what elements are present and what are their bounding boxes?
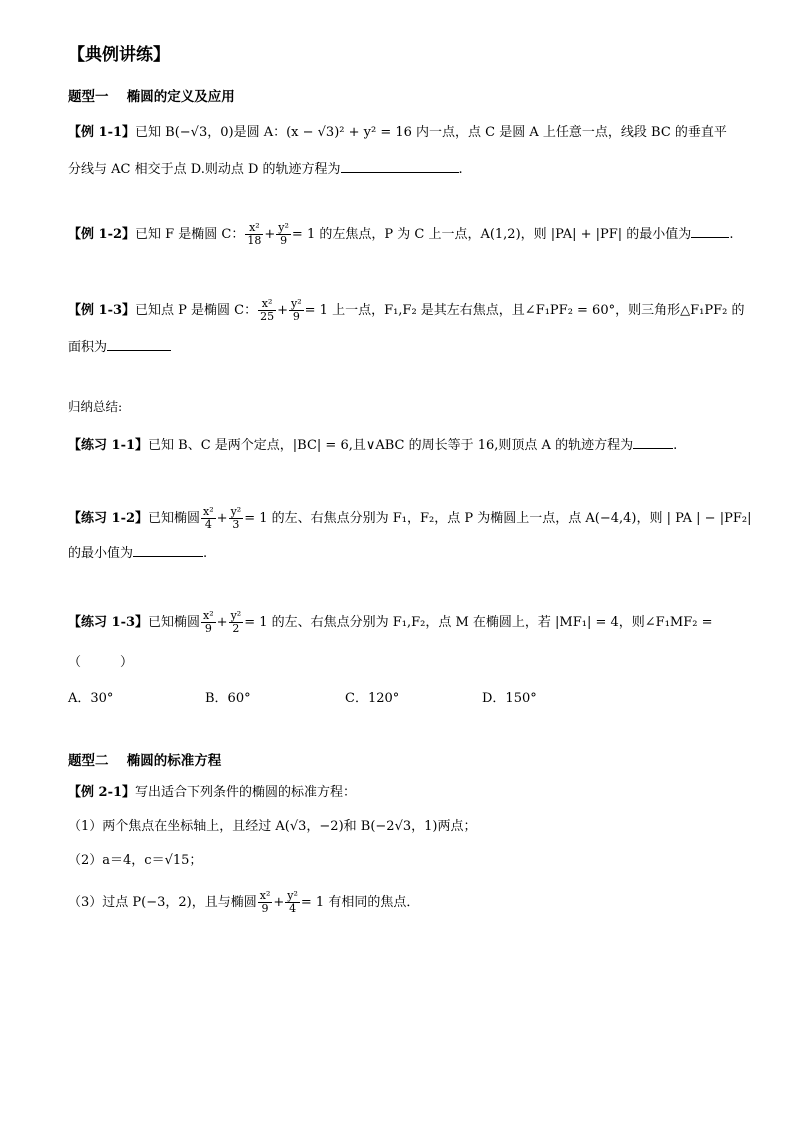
example-tag: 【例 1-1】 [68, 125, 136, 140]
page-title: 【典例讲练】 [68, 45, 170, 65]
example-tag: 【例 2-1】 [68, 785, 136, 800]
condition-text: = 1 有相同的焦点． [300, 895, 420, 910]
fraction-numerator: x² [259, 889, 271, 902]
fraction-denominator: 9 [280, 234, 288, 247]
section-heading-2: 题型二 椭圆的标准方程 [68, 753, 222, 769]
example-text: 写出适合下列条件的椭圆的标准方程： [135, 785, 357, 800]
condition-2: （2）a＝4，c＝√15； [68, 853, 203, 868]
fraction [289, 298, 304, 323]
example-text: = 1 上一点，F₁,F₂ 是其左右焦点，且∠F₁PF₂ = 60°，则三角形△F₁PF₂ 的 [304, 303, 745, 318]
fraction [201, 610, 216, 635]
example-text: 面积为 [68, 340, 108, 355]
fraction [201, 506, 216, 531]
example-text: 已知 B(−√3，0)是圆 A：(x − √3)² + y² = 16 内一点，点 C 是圆 A 上任意一点，线段 BC 的垂直平 [135, 125, 727, 140]
fraction [245, 222, 263, 247]
fraction-denominator: 9 [292, 310, 300, 323]
fraction-numerator: y² [278, 221, 289, 234]
example-text: = 1 的左焦点，P 为 C 上一点，A(1,2)，则 |PA| + |PF| 的最小值为 [291, 227, 692, 242]
practice-text: 已知椭圆 [148, 511, 201, 526]
practice-tag: 【练习 1-1】 [68, 438, 149, 453]
practice-text: = 1 的左、右焦点分别为 F₁，F₂，点 P 为椭圆上一点，点 A(−4,4)，则 | PA | − |PF₂| [244, 511, 752, 526]
option-b[interactable]: B．60° [205, 691, 251, 706]
condition-1: （1）两个焦点在坐标轴上，且经过 A(√3，−2)和 B(−2√3，1)两点； [68, 819, 477, 834]
answer-blank[interactable] [107, 338, 171, 351]
example-text: 已知 F 是椭圆 C： [135, 227, 245, 242]
fraction-denominator: 4 [289, 902, 297, 915]
practice-text: = 1 的左、右焦点分别为 F₁,F₂，点 M 在椭圆上，若 |MF₁| = 4，则∠F₁MF₂ = [244, 615, 713, 630]
example-1-1 [68, 124, 727, 142]
example-1-2: 【例 1-2】已知 F 是椭圆 C： $\frac{\text{x²}}{18}$ + $\frac{\text{y²}}{9}$ = 1 的左焦点，P 为 C 上一点，A(1,2)，则 |PA| + |PF| 的最小值为 . [68, 221, 734, 247]
practice-tag: 【练习 1-2】 [68, 511, 149, 526]
fraction [258, 298, 276, 323]
answer-blank[interactable] [341, 160, 459, 173]
answer-paren: （ ） [68, 655, 134, 670]
fraction-denominator: 9 [261, 902, 269, 915]
practice-text: 已知椭圆 [148, 615, 201, 630]
practice-1-1: 【练习 1-1】已知 B、C 是两个定点，|BC| = 6,且∨ABC 的周长等于 16,则顶点 A 的轨迹方程为 . [68, 438, 678, 453]
answer-blank[interactable] [633, 436, 673, 449]
practice-text: 已知 B、C 是两个定点，|BC| = 6,且∨ABC 的周长等于 16,则顶点 A 的轨迹方程为 [148, 438, 634, 453]
example-tag: 【例 1-3】 [68, 303, 136, 318]
practice-1-2: 【练习 1-2】已知椭圆 $\frac{\text{x²}}{4}$ + $\frac{\text{y²}}{3}$ = 1 的左、右焦点分别为 F₁，F₂，点 P 为椭圆上一点，点 A(−4,4)，则 | PA | − |PF₂| [68, 505, 752, 531]
fraction-numerator: y² [230, 505, 242, 518]
answer-blank[interactable] [691, 225, 729, 238]
fraction-denominator: 9 [204, 622, 212, 635]
example-1-3: 【例 1-3】已知点 P 是椭圆 C： $\frac{\text{x²}}{25}$ + $\frac{\text{y²}}{9}$ = 1 上一点，F₁,F₂ 是其左右焦点，且∠F₁PF₂ = 60°，则三角形△F₁PF₂ 的 [68, 297, 745, 323]
option-a[interactable]: A．30° [68, 691, 114, 706]
fraction [229, 506, 244, 531]
option-c[interactable]: C．120° [345, 691, 400, 706]
example-text: 已知点 P 是椭圆 C： [135, 303, 258, 318]
fraction-denominator: 2 [232, 622, 240, 635]
condition-text: （3）过点 P(−3，2)，且与椭圆 [68, 895, 257, 910]
section-heading-1: 题型一 椭圆的定义及应用 [68, 89, 235, 105]
fraction [276, 222, 291, 247]
fraction [258, 890, 273, 915]
fraction-denominator: 18 [247, 234, 262, 247]
practice-1-3: 【练习 1-3】已知椭圆 $\frac{\text{x²}}{9}$ + $\frac{\text{y²}}{2}$ = 1 的左、右焦点分别为 F₁,F₂，点 M 在椭圆上，若 |MF₁| = 4，则∠F₁MF₂ = [68, 609, 713, 635]
practice-1-2-line2: 的最小值为 . [68, 546, 208, 561]
fraction-denominator: 3 [232, 518, 240, 531]
example-1-1-line2: 分线与 AC 相交于点 D.则动点 D 的轨迹方程为 . [68, 162, 463, 177]
fraction-numerator: y² [230, 609, 242, 622]
fraction [285, 890, 300, 915]
fraction [229, 610, 244, 635]
example-2-1 [68, 784, 356, 802]
practice-tag: 【练习 1-3】 [68, 615, 149, 630]
fraction-numerator: x² [258, 298, 276, 311]
fraction-denominator: 4 [204, 518, 212, 531]
example-tag: 【例 1-2】 [68, 227, 136, 242]
fraction-numerator: x² [203, 609, 214, 622]
fraction-numerator: x² [203, 505, 214, 518]
example-text: 分线与 AC 相交于点 D.则动点 D 的轨迹方程为 [68, 162, 341, 177]
summary-label: 归纳总结: [68, 399, 123, 414]
practice-text: 的最小值为 [68, 546, 134, 561]
fraction-denominator: 25 [260, 310, 275, 323]
fraction-numerator: x² [245, 222, 263, 235]
fraction-numerator: y² [291, 297, 302, 310]
answer-blank[interactable] [133, 544, 203, 557]
fraction-numerator: y² [287, 889, 298, 902]
option-d[interactable]: D．150° [482, 691, 537, 706]
condition-3: （3）过点 P(−3，2)，且与椭圆 $\frac{\text{x²}}{9}$ + $\frac{\text{y²}}{4}$ = 1 有相同的焦点． [68, 889, 420, 915]
example-1-3-line2 [68, 338, 171, 357]
